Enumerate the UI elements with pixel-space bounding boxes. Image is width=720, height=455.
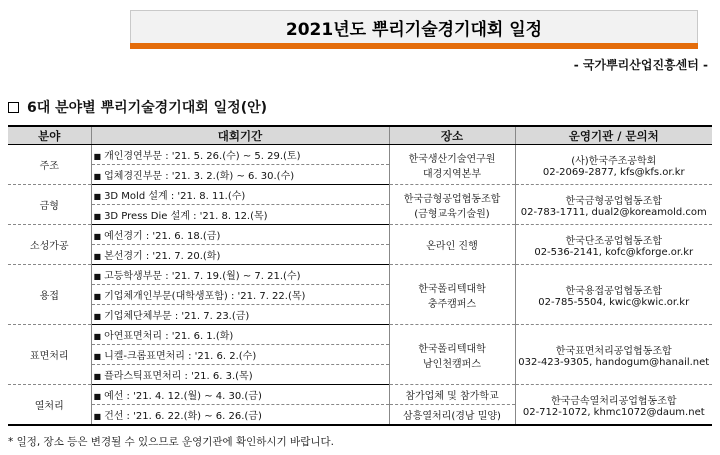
table-row [8,385,712,405]
schedule-item [91,345,389,365]
schedule-item [91,325,389,345]
venue-line: 한국금형공업협동조합 [403,193,501,205]
venue-cell [389,225,515,265]
venue-cell [389,265,515,325]
schedule-item [91,365,389,385]
contact-org: 한국표면처리공업협동조합 [555,345,672,357]
square-bullet-icon: ■ [93,232,102,241]
schedule-text: 고등학생부문 : '21. 7. 19.(월) ~ 7. 21.(수) [104,271,301,282]
contact-cell [515,145,712,185]
column-header: 대회기간 [91,126,389,145]
schedule-text: 기업체단체부문 : '21. 7. 23.(금) [104,311,250,322]
venue-line: 한국생산기술연구원 [408,153,496,165]
square-bullet-icon: ■ [93,272,102,281]
category-cell: 주조 [8,145,91,185]
venue-line: (금형교육기술원) [414,208,490,220]
venue-cell: 삼흥열처리(경남 밀양) [389,405,515,426]
venue-line: 충주캠퍼스 [427,298,477,310]
contact-cell [515,385,712,426]
title-underline [130,43,698,49]
square-bullet-icon: ■ [93,152,102,161]
venue-line: 온라인 진행 [426,241,478,252]
schedule-text: 예선 : '21. 4. 12.(월) ~ 4. 30.(금) [104,391,262,402]
section-heading [8,97,267,117]
venue-line: 한국폴리텍대학 [418,283,486,295]
square-bullet-icon: ■ [93,392,102,401]
schedule-item [91,405,389,426]
venue-cell: 참가업체 및 참가학교 [389,385,515,405]
category-cell: 열처리 [8,385,91,426]
column-header: 운영기관 / 문의처 [515,126,712,145]
contact-cell [515,225,712,265]
table-row [8,265,712,285]
square-bullet-icon: ■ [93,372,102,381]
schedule-text: 개인경연부문 : '21. 5. 26.(수) ~ 5. 29.(토) [104,151,301,162]
square-bullet-icon: ■ [93,252,102,261]
schedule-text: 아연표면처리 : '21. 6. 1.(화) [104,331,234,342]
schedule-item [91,305,389,325]
venue-cell [389,145,515,185]
schedule-text: 업체경진부문 : '21. 3. 2.(화) ~ 6. 30.(수) [104,171,295,182]
schedule-item [91,385,389,405]
venue-line: 한국폴리텍대학 [418,343,486,355]
schedule-text: 플라스틱표면처리 : '21. 6. 3.(목) [104,371,253,382]
contact-org: 한국금속열처리공업협동조합 [550,395,677,407]
schedule-item [91,165,389,185]
column-header: 분야 [8,126,91,145]
contact-org: 한국용접공업협동조합 [565,285,663,297]
contact-org: 한국단조공업협동조합 [565,235,663,247]
square-bullet-icon: ■ [93,412,102,421]
column-header: 장소 [389,126,515,145]
table-row [8,145,712,165]
schedule-item [91,145,389,165]
category-cell: 표면처리 [8,325,91,385]
table-header-row [8,126,712,145]
square-bullet-icon: ■ [93,192,102,201]
schedule-text: 3D Press Die 설계 : '21. 8. 12.(목) [104,211,268,222]
footnote: * 일정, 장소 등은 변경될 수 있으므로 운영기관에 확인하시기 바랍니다. [8,436,334,448]
square-bullet-icon: ■ [93,292,102,301]
title-banner [130,10,696,52]
contact-info: 032-423-9305, handogum@hanail.net [518,356,710,368]
contact-cell [515,185,712,225]
schedule-text: 니켈-크롬표면처리 : '21. 6. 2.(수) [104,351,257,362]
contact-cell [515,265,712,325]
contact-org: (사)한국주조공학회 [571,155,657,167]
checkbox-icon [8,102,19,113]
organization-label: - 국가뿌리산업진흥센터 - [573,58,708,72]
contact-org: 한국금형공업협동조합 [565,195,663,207]
schedule-text: 본선경기 : '21. 7. 20.(화) [104,251,221,262]
square-bullet-icon: ■ [93,332,102,341]
square-bullet-icon: ■ [93,352,102,361]
schedule-text: 3D Mold 설계 : '21. 8. 11.(수) [104,191,246,202]
table-row [8,225,712,245]
square-bullet-icon: ■ [93,312,102,321]
schedule-item [91,225,389,245]
schedule-text: 건선 : '21. 6. 22.(화) ~ 6. 26.(금) [104,411,262,422]
category-cell: 금형 [8,185,91,225]
venue-cell [389,325,515,385]
contact-info: 02-712-1072, khmc1072@daum.net [522,406,705,418]
schedule-text: 예선경기 : '21. 6. 18.(금) [104,231,221,242]
contact-info: 02-2069-2877, kfs@kfs.or.kr [542,166,685,178]
schedule-item [91,285,389,305]
schedule-item [91,265,389,285]
schedule-item [91,185,389,205]
page-title: 2021년도 뿌리기술경기대회 일정 [130,10,698,43]
contact-info: 02-536-2141, kofc@kforge.or.kr [534,246,694,258]
contact-cell [515,325,712,385]
category-cell: 소성가공 [8,225,91,265]
category-cell: 용접 [8,265,91,325]
schedule-table [8,125,712,426]
venue-cell [389,185,515,225]
venue-line: 남인천캠퍼스 [423,358,481,370]
venue-line: 대경지역본부 [423,168,481,180]
schedule-item [91,205,389,225]
schedule-text: 기업체개인부문(대학생포함) : '21. 7. 22.(목) [104,291,306,302]
schedule-item [91,245,389,265]
square-bullet-icon: ■ [93,212,102,221]
contact-info: 02-783-1711, dual2@koreamold.com [520,206,707,218]
square-bullet-icon: ■ [93,172,102,181]
contact-info: 02-785-5504, kwic@kwic.or.kr [538,296,690,308]
table-row [8,325,712,345]
section-title: 6대 분야별 뿌리기술경기대회 일정(안) [27,100,268,116]
table-row [8,185,712,205]
